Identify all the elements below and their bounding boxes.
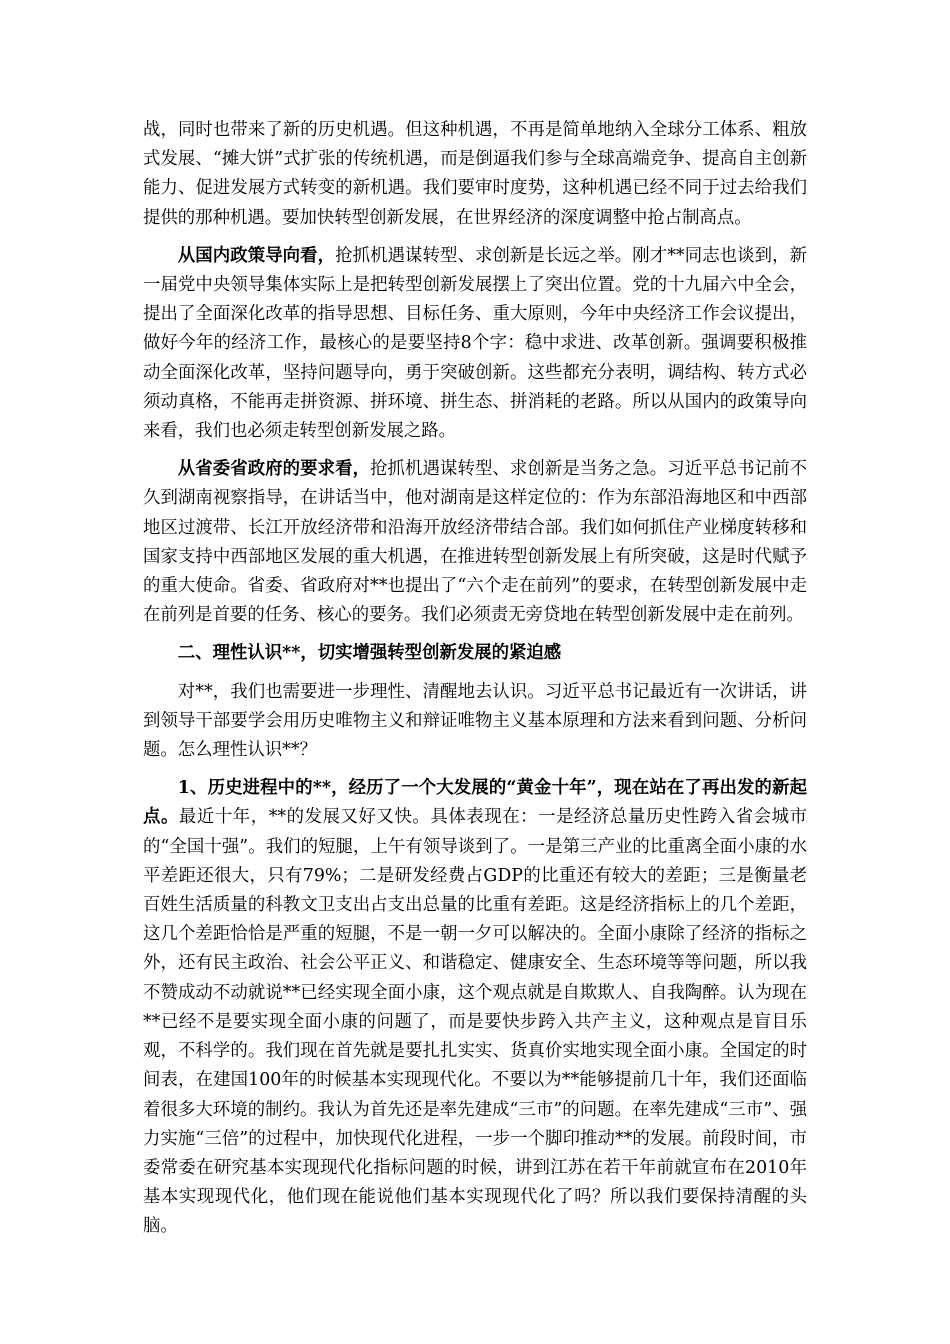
document-page (143, 116, 807, 1242)
paragraph-opportunity (143, 116, 807, 233)
paragraph-text: 战，同时也带来了新的历史机遇。但这种机遇，不再是简单地纳入全球分工体系、粗放式发展、“摊大饼”式扩张的传统机遇，而是倒逼我们参与全球高端竞争、提高自主创新能力、促进发展方式转变的新机遇。我们要审时度势，这种机遇已经不同于过去给我们提供的那种机遇。要加快转型创新发展，在世界经济的深度调整中抢占制高点。 (143, 120, 807, 228)
paragraph-text: 抢抓机遇谋转型、求创新是当务之急。习近平总书记前不久到湖南视察指导，在讲话当中，他对湖南是这样定位的：作为东部沿海地区和中西部地区过渡带、长江开放经济带和沿海开放经济带结合部。我们如何抓住产业梯度转移和国家支持中西部地区发展的重大机遇，在推进转型创新发展上有所突破，这是时代赋予的重大使命。省委、省政府对**也提出了“六个走在前列”的要求，在转型创新发展中走在前列是首要的任务、核心的要务。我们必须责无旁贷地在转型创新发展中走在前列。 (143, 459, 807, 626)
paragraph-rational-understanding (143, 678, 807, 766)
section-heading (143, 639, 807, 668)
paragraph-provincial-requirements (143, 455, 807, 630)
paragraph-text: 对**，我们也需要进一步理性、清醒地去认识。习近平总书记最近有一次讲话，讲到领导干部要学会用历史唯物主义和辩证唯物主义基本原理和方法来看到问题、分析问题。怎么理性认识**？ (143, 681, 807, 761)
section-heading-text: 二、理性认识**，切实增强转型创新发展的紧迫感 (177, 643, 562, 664)
paragraph-text: 最近十年，**的发展又好又快。具体表现在：一是经济总量历史性跨入省会城市的“全国十强”。我们的短腿，上午有领导谈到了。一是第三产业的比重离全面小康的水平差距还很大，只有79%；二是研发经费占GDP的比重还有较大的差距；三是衡量老百姓生活质量的科教文卫支出占支出总量的比重有差距。这是经济指标上的几个差距，这几个差距恰恰是严重的短腿，不是一朝一夕可以解决的。全面小康除了经济的指标之外，还有民主政治、社会公平正义、和谐稳定、健康安全、生态环境等等问题，所以我不赞成动不动就说**已经实现全面小康，这个观点就是自欺欺人、自我陶醉。认为现在**已经不是要实现全面小康的问题了，而是要快步跨入共产主义，这种观点是盲目乐观，不科学的。我们现在首先就是要扎扎实实、货真价实地实现全面小康。全国定的时间表，在建国100年的时候基本实现现代化。不要以为**能够提前几十年，我们还面临着很多大环境的制约。我认为首先还是率先建成“三市”的问题。在率先建成“三市”、强力实施“三倍”的过程中，加快现代化进程，一步一个脚印推动**的发展。前段时间，市委常委在研究基本实现现代化指标问题的时候，讲到江苏在若干年前就宣布在2010年基本实现现代化，他们现在能说他们基本实现现代化了吗？所以我们要保持清醒的头脑。 (143, 807, 807, 1237)
paragraph-lead: 1、历史进程中的**，经历了一个大发展的“黄金十年”，现在站在了再出发的新起点。 (143, 778, 807, 828)
paragraph-lead: 从国内政策导向看， (177, 245, 336, 266)
paragraph-golden-decade (143, 774, 807, 1241)
paragraph-text: 抢抓机遇谋转型、求创新是长远之举。刚才**同志也谈到，新一届党中央领导集体实际上是把转型创新发展摆上了突出位置。党的十九届六中全会，提出了全面深化改革的指导思想、目标任务、重大原则，今年中央经济工作会议提出，做好今年的经济工作，最核心的是要坚持8个字：稳中求进、改革创新。强调要积极推动全面深化改革，坚持问题导向，勇于突破创新。这些都充分表明，调结构、转方式必须动真格，不能再走拼资源、拼环境、拼生态、拼消耗的老路。所以从国内的政策导向来看，我们也必须走转型创新发展之路。 (143, 245, 807, 442)
paragraph-lead: 从省委省政府的要求看， (177, 459, 371, 480)
paragraph-domestic-policy (143, 242, 807, 446)
